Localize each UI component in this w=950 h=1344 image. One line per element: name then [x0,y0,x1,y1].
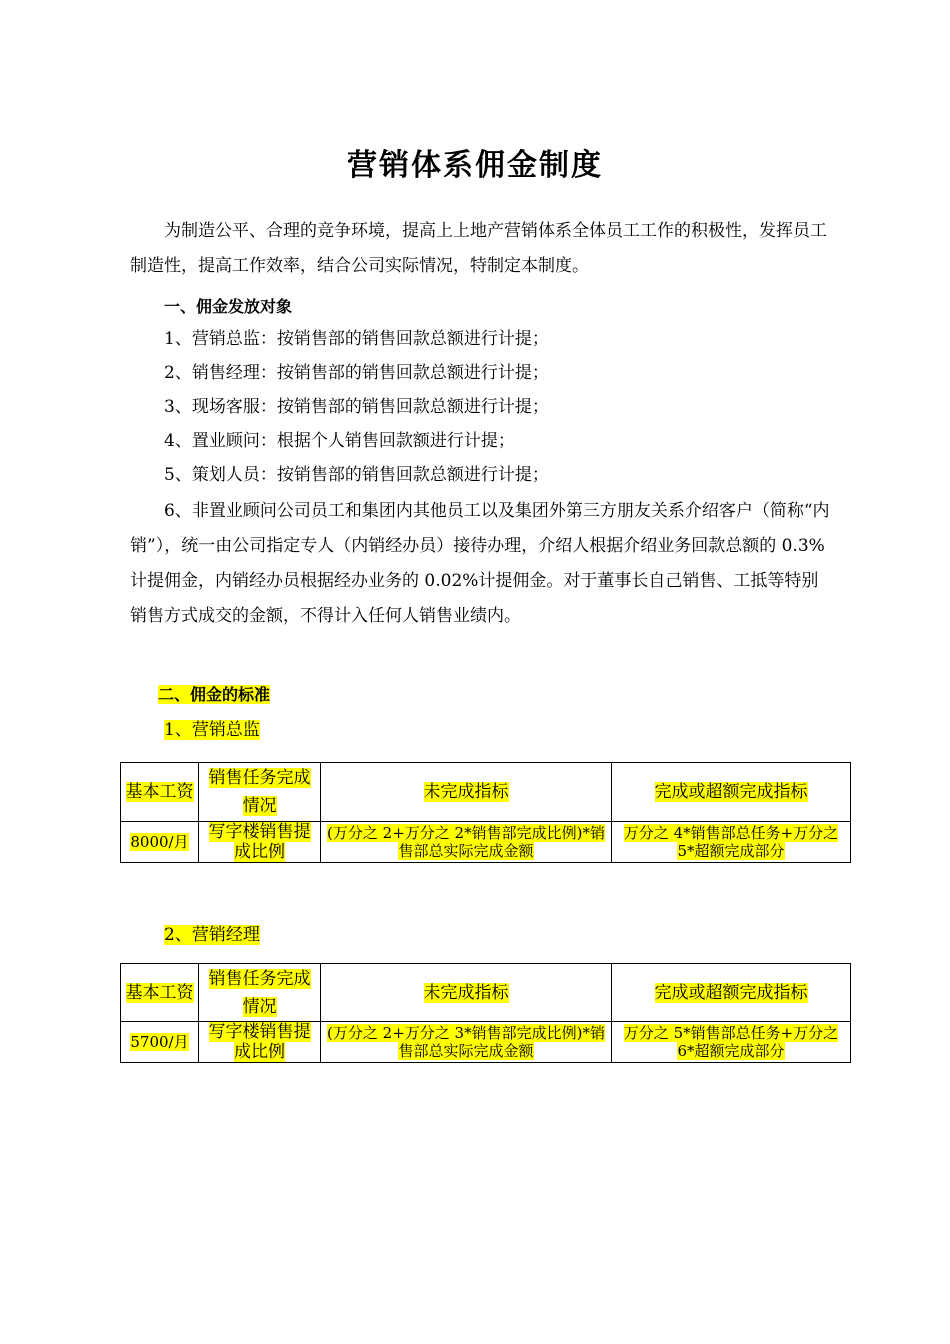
list-item: 2、销售经理：按销售部的销售回款总额进行计提； [164,363,549,383]
page-title: 营销体系佣金制度 [347,148,603,183]
cell-text: 8000/月 [130,833,189,851]
table-header-cell [321,763,612,822]
list-item: 4、置业顾问：根据个人销售回款额进行计提； [164,431,515,451]
table-cell [612,822,851,863]
cell-text: 万分之 4*销售部总任务+万分之 5*超额完成部分 [623,824,839,860]
cell-text: 基本工资 [125,782,194,802]
section2-heading [158,682,270,705]
list-item: 3、现场客服：按销售部的销售回款总额进行计提； [164,397,549,417]
table-cell [121,822,199,863]
intro-paragraph: 为制造公平、合理的竞争环境，提高上上地产营销体系全体员工工作的积极性，发挥员工制造性，提高工作效率，结合公司实际情况，特制定本制度。 [130,221,827,276]
commission-table-manager [120,963,851,1063]
table2-subtitle [164,920,260,945]
cell-text: 完成或超额完成指标 [654,982,808,1003]
table-header-row [121,964,851,1022]
table-header-cell [321,964,612,1022]
list-item-6-paragraph: 6、非置业顾问公司员工和集团内其他员工以及集团外第三方朋友关系介绍客户（简称“内销”），统一由公司指定专人（内销经办员）接待办理，介绍人根据介绍业务回款总额的 0.3%计提佣金，内销经办员根据经办业务的 0.02%计提佣金。对于董事长自己销售、工抵等特别销售方式成交的金额，不得计入任何人销售业绩内。 [130,501,830,626]
table-header-cell [199,763,321,822]
table-header-cell [612,964,851,1022]
table-cell [199,822,321,863]
cell-text: 写字楼销售提成比例 [208,1022,311,1062]
cell-text: 未完成指标 [423,982,509,1003]
list-item: 1、营销总监：按销售部的销售回款总额进行计提； [164,329,549,349]
cell-text: 基本工资 [125,982,194,1003]
table-header-cell [121,964,199,1022]
section2-heading-text: 二、佣金的标准 [158,685,271,704]
table-cell [199,1022,321,1063]
cell-text: 写字楼销售提成比例 [208,822,311,862]
table-cell [321,1022,612,1063]
table-header-cell [199,964,321,1022]
table1-subtitle-text: 1、营销总监 [164,720,260,740]
table-row [121,822,851,863]
commission-table-director [120,762,851,863]
table-cell [121,1022,199,1063]
list-item: 5、策划人员：按销售部的销售回款总额进行计提； [164,465,549,485]
cell-text: (万分之 2+万分之 3*销售部完成比例)*销售部总实际完成金额 [327,1024,605,1060]
cell-text: 万分之 5*销售部总任务+万分之 6*超额完成部分 [623,1024,839,1060]
table-header-cell [121,763,199,822]
cell-text: 未完成指标 [423,782,509,802]
table1-subtitle [164,715,260,740]
table-header-row [121,763,851,822]
table-cell [321,822,612,863]
table-row [121,1022,851,1063]
cell-text: (万分之 2+万分之 2*销售部完成比例)*销售部总实际完成金额 [327,824,605,860]
section1-heading: 一、佣金发放对象 [164,297,293,316]
table2-subtitle-text: 2、营销经理 [164,925,260,945]
table-header-cell [612,763,851,822]
cell-text: 销售任务完成情况 [208,768,311,816]
cell-text: 销售任务完成情况 [208,968,311,1017]
cell-text: 完成或超额完成指标 [654,782,808,802]
table-cell [612,1022,851,1063]
cell-text: 5700/月 [130,1033,189,1051]
